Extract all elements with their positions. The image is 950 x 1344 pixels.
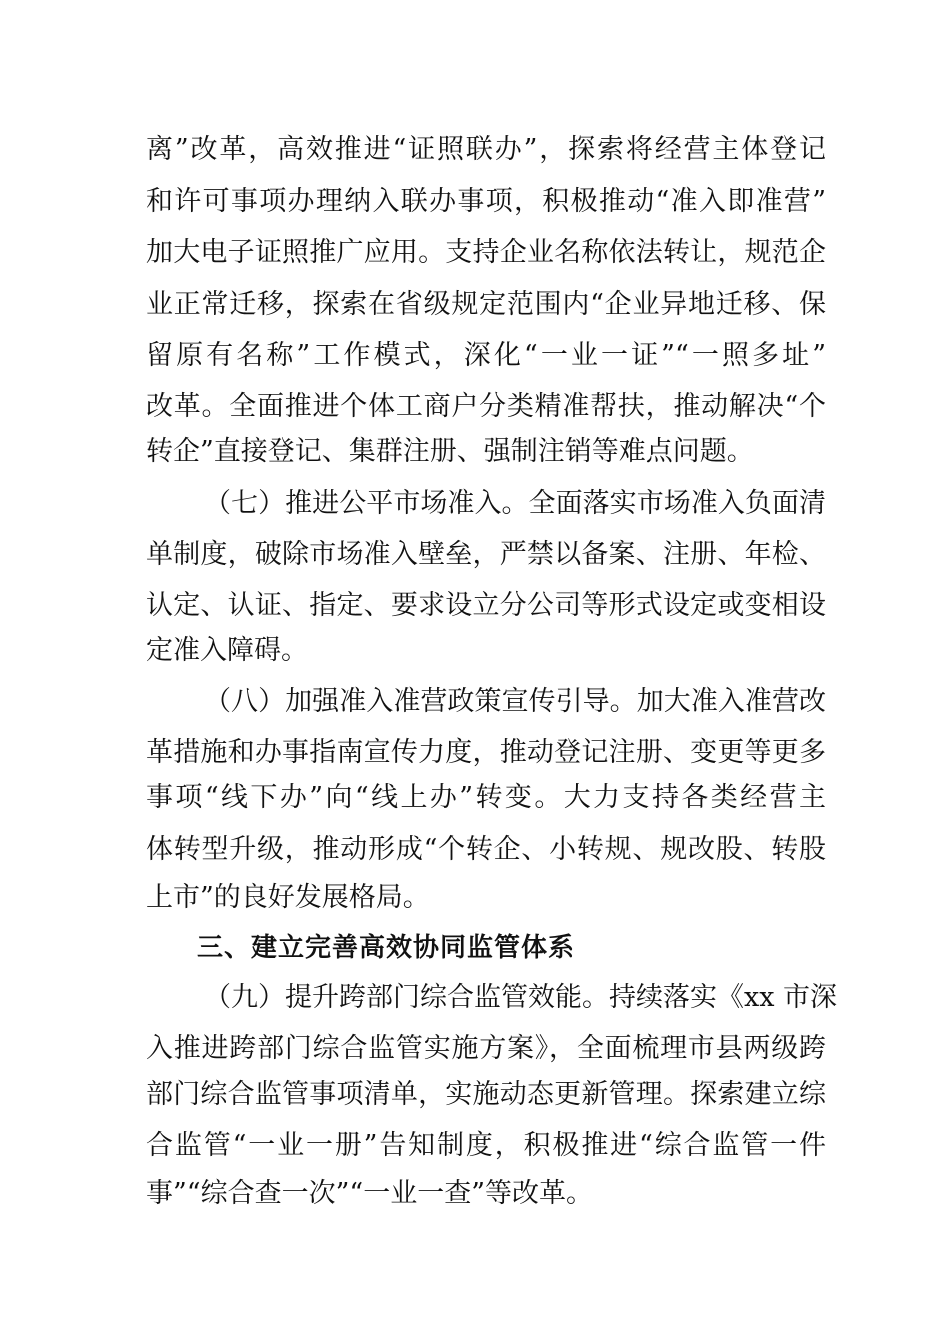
paragraph-line: 单制度，破除市场准入壁垒，严禁以备案、注册、年检、 (146, 539, 826, 570)
paragraph-line: 上市”的良好发展格局。 (146, 882, 430, 913)
paragraph-line: 离”改革，高效推进“证照联办”，探索将经营主体登记 (146, 134, 826, 165)
paragraph-line: 改革。全面推进个体工商户分类精准帮扶，推动解决“个 (146, 391, 826, 422)
paragraph-line: 部门综合监管事项清单，实施动态更新管理。探索建立综 (146, 1079, 826, 1110)
paragraph-line: （九）提升跨部门综合监管效能。持续落实《xx 市深 (204, 982, 838, 1013)
section-heading: 三、建立完善高效协同监管体系 (197, 933, 576, 963)
paragraph-line: 入推进跨部门综合监管实施方案》，全面梳理市县两级跨 (146, 1033, 826, 1064)
paragraph-line: 留原有名称”工作模式，深化“一业一证”“一照多址” (146, 340, 826, 371)
paragraph-line: 和许可事项办理纳入联办事项，积极推动“准入即准营” (146, 186, 826, 217)
paragraph-line: （七）推进公平市场准入。全面落实市场准入负面清 (204, 488, 826, 519)
paragraph-line: （八）加强准入准营政策宣传引导。加大准入准营改 (204, 686, 826, 717)
paragraph-line: 事项“线下办”向“线上办”转变。大力支持各类经营主 (146, 782, 826, 813)
paragraph-line: 事”“综合查一次”“一业一查”等改革。 (146, 1178, 594, 1209)
paragraph-line: 加大电子证照推广应用。支持企业名称依法转让，规范企 (146, 237, 826, 268)
paragraph-line: 转企”直接登记、集群注册、强制注销等难点问题。 (146, 436, 754, 467)
paragraph-line: 合监管“一业一册”告知制度，积极推进“综合监管一件 (146, 1130, 826, 1161)
paragraph-line: 定准入障碍。 (146, 635, 308, 666)
paragraph-line: 认定、认证、指定、要求设立分公司等形式设定或变相设 (146, 590, 826, 621)
paragraph-line: 体转型升级，推动形成“个转企、小转规、规改股、转股 (146, 834, 826, 865)
paragraph-line: 业正常迁移，探索在省级规定范围内“企业异地迁移、保 (146, 289, 826, 320)
paragraph-line: 革措施和办事指南宣传力度，推动登记注册、变更等更多 (146, 737, 826, 768)
